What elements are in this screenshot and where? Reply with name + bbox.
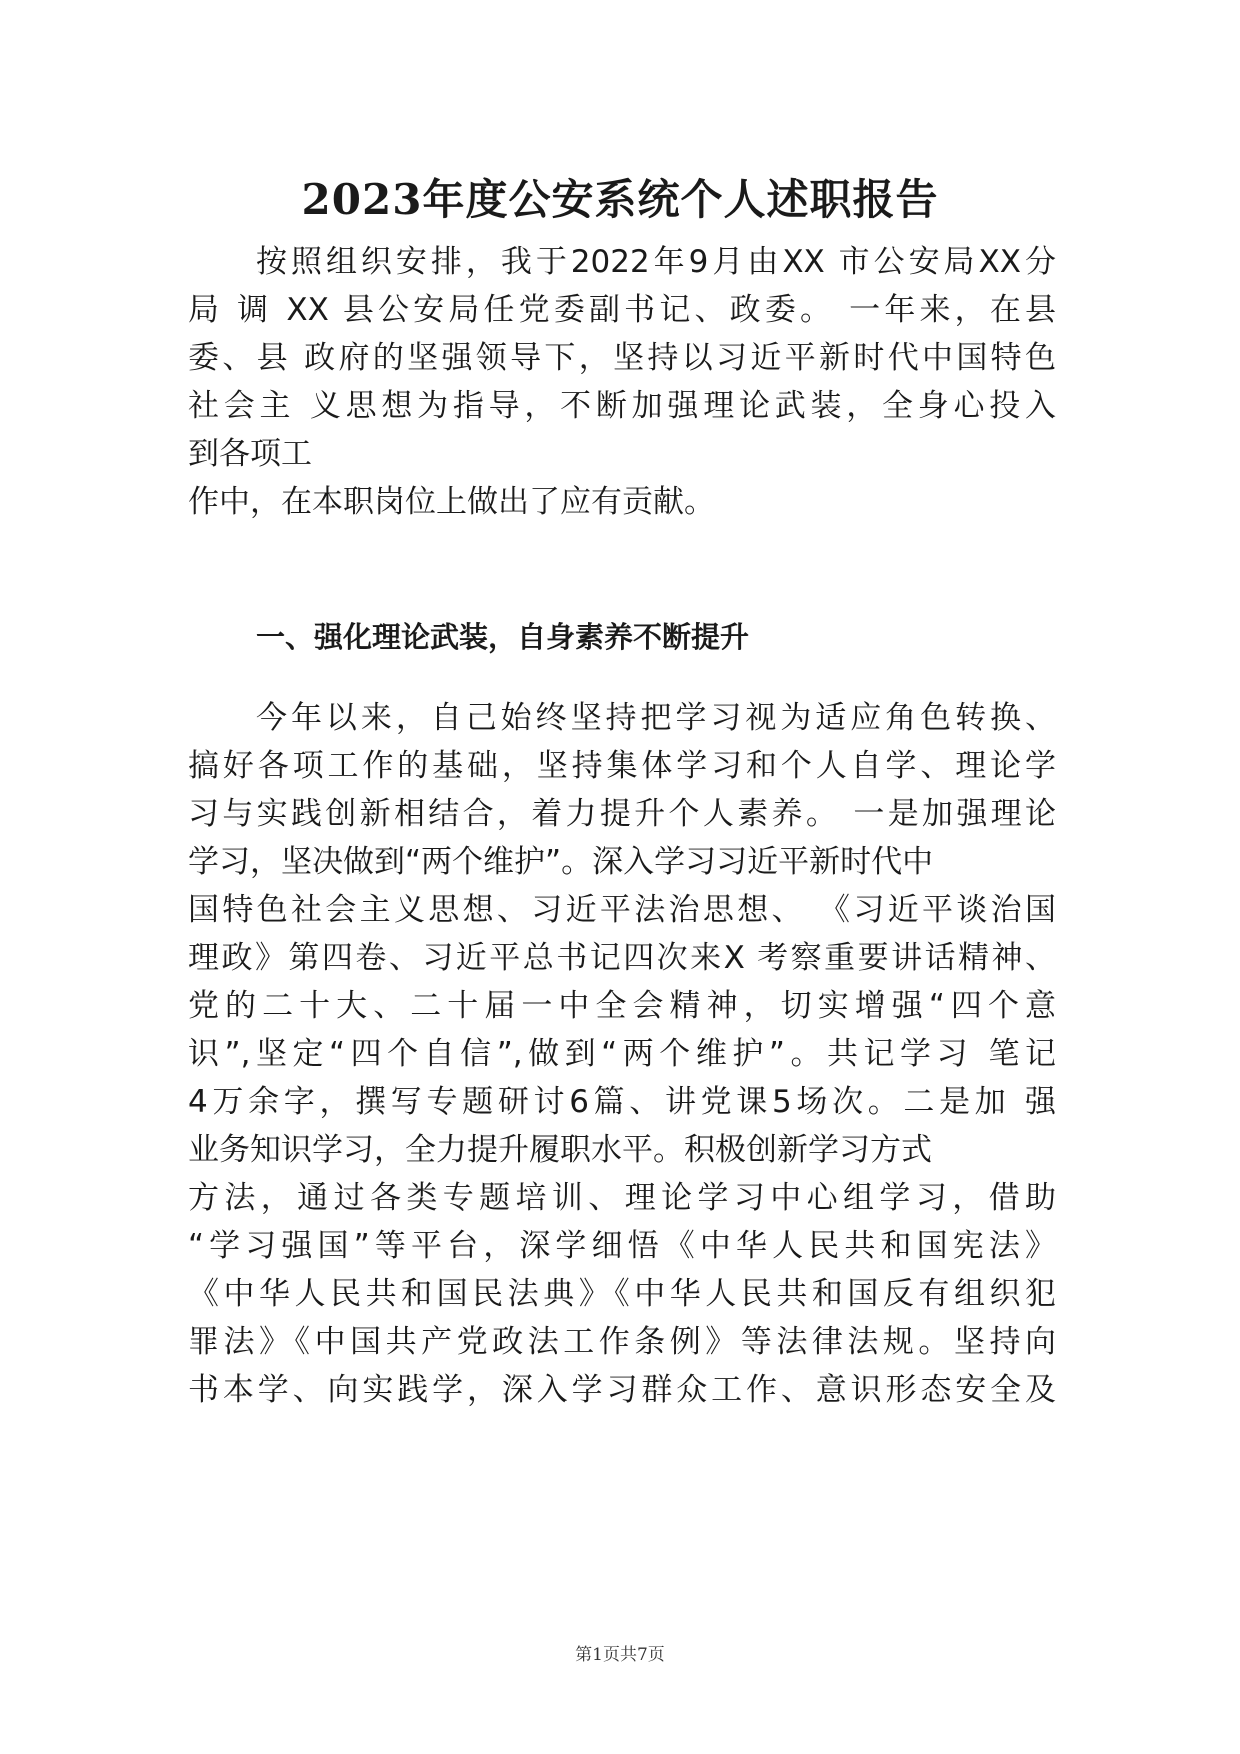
intro-line: 作中，在本职岗位上做出了应有贡献。	[188, 484, 715, 520]
body-line: 4万余字，撰写专题研讨6篇、讲党课5场次。二是加 强	[188, 1084, 1056, 1120]
body-line: “学习强国”等平台，深学细悟《中华人民共和国宪法》	[188, 1228, 1056, 1264]
intro-line: 按照组织安排，我于2022年9月由XX 市公安局XX分	[256, 244, 1056, 280]
body-line: 罪法》《中国共产党政法工作条例》等法律法规。坚持向	[188, 1324, 1056, 1360]
body-line: 国特色社会主义思想、习近平法治思想、 《习近平谈治国	[188, 892, 1056, 928]
body-line: 《中华人民共和国民法典》《中华人民共和国反有组织犯	[188, 1276, 1056, 1312]
section-heading: 一、强化理论武装，自身素养不断提升	[256, 620, 750, 654]
body-line: 搞好各项工作的基础，坚持集体学习和个人自学、理论学	[188, 748, 1056, 784]
body-line: 书本学、向实践学，深入学习群众工作、意识形态安全及	[188, 1372, 1056, 1408]
intro-line: 到各项工	[188, 436, 312, 472]
body-line: 学习，坚决做到“两个维护”。深入学习习近平新时代中	[188, 844, 934, 880]
body-line: 习与实践创新相结合，着力提升个人素养。 一是加强理论	[188, 796, 1056, 832]
body-line: 识”,坚定“四个自信”,做到“两个维护”。共记学习 笔记	[188, 1036, 1056, 1072]
document-title: 2023年度公安系统个人述职报告	[301, 175, 939, 224]
body-line: 业务知识学习，全力提升履职水平。积极创新学习方式	[188, 1132, 932, 1168]
page-number-footer: 第1页共7页	[575, 1645, 665, 1665]
intro-line: 局 调 XX 县公安局任党委副书记、政委。 一年来，在县	[188, 292, 1056, 328]
intro-line: 社会主 义思想为指导，不断加强理论武装，全身心投入	[188, 388, 1056, 424]
intro-line: 委、县 政府的坚强领导下，坚持以习近平新时代中国特色	[188, 340, 1056, 376]
body-line: 方法，通过各类专题培训、理论学习中心组学习，借助	[188, 1180, 1056, 1216]
body-line: 理政》第四卷、习近平总书记四次来X 考察重要讲话精神、	[188, 940, 1056, 976]
body-line: 今年以来，自己始终坚持把学习视为适应角色转换、	[256, 700, 1056, 736]
body-line: 党的二十大、二十届一中全会精神，切实增强“四个意	[188, 988, 1056, 1024]
